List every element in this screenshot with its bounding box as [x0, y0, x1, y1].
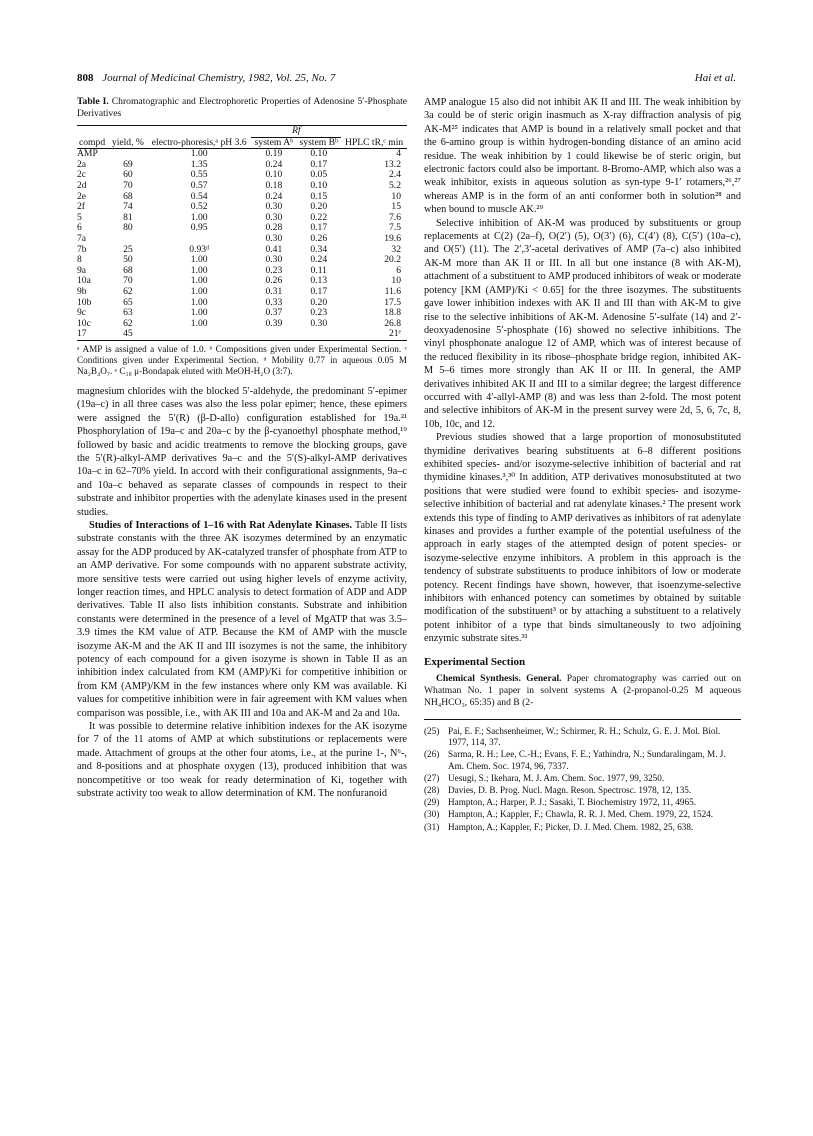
- table-cell: 2e: [77, 190, 87, 202]
- chemical-synthesis-paragraph: [424, 673, 741, 709]
- reference-number: (25): [424, 726, 440, 737]
- table-cell: [147, 329, 252, 340]
- table-cell: 0.54: [190, 190, 208, 202]
- left-paragraph-2: [77, 519, 407, 720]
- col-header-electrophoresis: electro-phoresis,ᵃ pH 3.6: [147, 137, 252, 149]
- table-cell: 26.8: [384, 317, 401, 329]
- table-cell: 1.00: [190, 296, 208, 308]
- table-cell: 0.11: [310, 264, 327, 276]
- table-cell: 0.30: [265, 232, 283, 244]
- table-cell: 8: [77, 254, 82, 266]
- experimental-section-heading: Experimental Section: [424, 655, 526, 668]
- table-cell: 0.24: [310, 254, 328, 266]
- table-cell: 0.30: [265, 254, 283, 266]
- table-cell: 45: [109, 329, 147, 340]
- table-row: [77, 234, 407, 245]
- table-label: Table I.: [77, 96, 109, 107]
- table-cell: 1.00: [190, 211, 208, 223]
- right-paragraph-3: Previous studies showed that a large proportion of monosubstituted thymidine derivatives bearing substituents at 6–8 different positions exhibited species- and/or isozyme-selective inhibition of bacterial and rat thymidine kinases.³,³⁰ In addition, ATP derivatives monosubstituted at two positions that were studied were found to exhibit species- and isozyme-selective inhibition of bacterial and rat adenylate kinases.² The present work extends this type of finding to AMP derivatives as inhibitors of rat adenylate kinases and provides a further example of the potential usefulness of the approach in early stages of the attempted design of potent species- or isozyme-selective enzyme inhibitors. A problem in this approach is the tendency of substrate substituents to produce inhibitors of low or moderate potency. Recent findings have shown, however, that isoenzyme-selective inhibitors with enhanced potency can sometimes by obtained by suitable modification of the substituent³ or by attaching a substituent to a relatively potent inhibitor of a type that binds simultaneously to two adjoining enzymic substrate sites.³¹: [424, 432, 741, 645]
- running-header: [77, 72, 736, 88]
- table-cell: 0.17: [310, 158, 328, 170]
- table-cell: 0.41: [265, 243, 283, 255]
- table-cell: AMP: [77, 148, 98, 160]
- reference-text: Hampton, A.; Kappler, F.; Chawla, R. R. J. Med. Chem. 1979, 22, 1524.: [448, 809, 714, 820]
- table-cell: 0.95: [190, 222, 208, 234]
- reference-number: (26): [424, 749, 440, 760]
- reference-item: [424, 822, 741, 833]
- reference-text: Hampton, A.; Kappler, F.; Picker, D. J. Med. Chem. 1982, 25, 638.: [448, 821, 694, 832]
- table-cell: 6: [396, 264, 401, 276]
- reference-text: Hampton, A.; Harper, P. J.; Sasaki, T. Biochemistry 1972, 11, 4965.: [448, 797, 697, 808]
- table-cell: 0.10: [310, 179, 328, 191]
- table-cell: 2f: [77, 201, 85, 213]
- table-cell: 0.15: [310, 190, 328, 202]
- table-cell: 0.39: [265, 317, 283, 329]
- reference-item: [424, 726, 741, 748]
- table-cell: 0.10: [265, 169, 283, 181]
- table-cell: 21ᵉ: [341, 329, 407, 340]
- table-cell: 0.93ᵈ: [189, 243, 210, 255]
- table-cell: 81: [123, 211, 133, 223]
- col-header-system-a: system Aᵇ: [251, 137, 296, 149]
- table-cell: 32: [391, 243, 401, 255]
- references-list: [424, 719, 741, 833]
- table-cell: 6: [77, 222, 82, 234]
- table-cell: 0.17: [310, 222, 328, 234]
- right-paragraph-1: AMP analogue 15 also did not inhibit AK II and III. The weak inhibition by 3a could be of steric origin inasmuch as X-ray diffraction analysis of pig AK-M²⁵ indicates that AMP is bound in a relatively small pocket and that the 6-amino group is within hydrogen-bonding distance of an amino acid residue. The weak inhibition by 1 could likewise be of steric origin, but electronic factors could also be important. 8-Bromo-AMP, which also was a weak inhibitor, exists in aqueous solution as syn-type 9-1′ rotamers,²⁶,²⁷ whereas AMP is in the form of an anti conformer both in solution²⁸ and when bound to muscle AK.²⁹: [424, 97, 741, 216]
- table-row: [77, 181, 407, 192]
- table-cell: 70: [123, 275, 133, 287]
- table-cell: 0.33: [265, 296, 283, 308]
- reference-item: [424, 785, 741, 796]
- table-cell: 2c: [77, 169, 87, 181]
- table-cell: 65: [123, 296, 133, 308]
- right-column: [424, 96, 741, 834]
- left-column: [77, 96, 407, 800]
- table-cell: 10a: [77, 275, 91, 287]
- page-number: 808: [77, 72, 94, 84]
- table-cell: 0.34: [310, 243, 328, 255]
- table-row: [77, 223, 407, 234]
- table-cell: 0.30: [265, 211, 283, 223]
- table-cell: 1.00: [190, 307, 208, 319]
- left-paragraph-3: It was possible to determine relative inhibition indexes for the AK isozyme for 7 of the 11 atoms of AMP at which substitutions or replacements were made. Attachment of groups at the other four atoms, i.e., at the purine 1-, N⁶-, and 8-positions and at phosphate oxygen (13), produced inhibition that was noncompetitive or too weak for ready determination of Ki, together with substrate activity too weak to allow determination of KM. The nonfuranoid: [77, 721, 407, 800]
- table-cell: 63: [123, 307, 133, 319]
- table-cell: 1.00: [190, 285, 208, 297]
- right-paragraph-2: Selective inhibition of AK-M was produced by substituents or group replacements at C(2) (2a–f), O(2′) (5), O(3′) (6), C(4′) (8), C(5′) (10a–c), and O(5′) (11). The 2′,3′-acetal derivatives of AMP (7a–c) also inhibited AK-M more than AK II or III. In all but one instance (8 with AK-M), attachment of a substituent to AMP produced inhibitors of weak or moderate potency [KM (AMP)/Ki < 0.65] for the three isozymes. The substituents gave lower inhibition indexes with AK II and III than with AK-M to give rise to the selective inhibitions of AK-M. Adenosine 5′-sulfate (14) and 2′-deoxyadenosine 5′-phosphate (16) showed no selective inhibitions. The vinyl phosphonate analogue 12 of AMP, which was of interest because of the reduced flexibility in its ribose–phosphate bridge region, inhibited AK-M 5–6 times more strongly than AK II or III. In general, the AMP derivatives inhibited AK II and III to a similar degree; the largest difference occurred with 4′-allyl-AMP (8) and was less than 2-fold. The most potent and selective inhibitors of AK-M in the present survey were 2d, 5, 6, 7c, 8, 10b, 10c, and 12.: [424, 217, 741, 430]
- table-chromatographic: [77, 125, 407, 341]
- table-cell: 0.20: [310, 296, 328, 308]
- table-cell: 0.19: [265, 148, 283, 160]
- reference-number: (28): [424, 785, 440, 796]
- table-cell: 0.24: [265, 190, 283, 202]
- reference-number: (31): [424, 821, 440, 832]
- reference-item: [424, 773, 741, 784]
- table-cell: 25: [123, 243, 133, 255]
- left-paragraph-2-text: Table II lists substrate constants with the three AK isozymes determined by an enzymatic assay for the ADP produced by AK-catalyzed transfer of phosphate from ATP to an AMP derivative. For some compounds with no apparent substrate activity, more sensitive tests were carried out using higher levels of enzyme activity, longer reaction times, and HPLC analysis to detect formation of ADP and ADP derivatives. Table II also lists inhibition constants. Substrate and inhibition constants were determined in the presence of a level of MgATP that was 3.5–3.9 times the KM value of ATP. Because the KM of AMP with the muscle isozyme AK-M and the AK II and III isozymes is not the same, the inhibitory potency of each compound for a given isozyme is shown in Table II as an inhibition index calculated from KM (AMP)/Ki for competitive inhibition or from KM (AMP)/KM in the few instances where only KM was available. Ki values for competitive inhibition were in fair agreement with KM values when comparison was possible, i.e., with AK III and 10a and AK-M and 2a and 10a.: [77, 519, 407, 719]
- table-cell: 5: [77, 211, 82, 223]
- table-cell: 4: [396, 148, 401, 160]
- table-cell: 7a: [77, 232, 87, 244]
- table-cell: 0.30: [265, 201, 283, 213]
- reference-item: [424, 749, 741, 771]
- left-paragraph-1: magnesium chlorides with the blocked 5′-aldehyde, the predominant 5′-epimer (19a–c) in all three cases was also the less polar epimer; hence, these epimers were assigned the 5′(R) (β-D-allo) configuration established for 19a.²¹ Phosphorylation of 19a–c and 20a–c by the β-cyanoethyl phosphate method,¹⁹ followed by basic and acidic treatments to remove the blocking groups, gave the 5′(R)-alkyl-AMP derivatives 9a–c and the 5′(S)-alkyl-AMP derivatives 10a–c in 62–70% yield. In accord with their configurational assignments, 9a–c and 10a–c behaved as separate classes of compounds in respect to their substrate and inhibitor properties with the adenylate kinases used in the present studies.: [77, 385, 407, 518]
- table-cell: 74: [123, 201, 133, 213]
- table-cell: 15: [391, 201, 401, 213]
- table-cell: 1.00: [190, 264, 208, 276]
- table-footnotes: ᵃ AMP is assigned a value of 1.0. ᵇ Compositions given under Experimental Section. ᶜ Conditions given under Experimental Section. ᵈ Mobility 0.77 in aqueous 0.05 M Na₂B₄O₇. ᵉ C₁₈ μ-Bondapak eluted with MeOH-H₂O (3:7).: [77, 343, 407, 376]
- col-header-compd: compd: [77, 137, 109, 149]
- table-row: [77, 287, 407, 298]
- table-cell: [296, 329, 341, 340]
- reference-number: (30): [424, 809, 440, 820]
- table-cell: 1.00: [190, 254, 208, 266]
- reference-number: (27): [424, 772, 440, 783]
- reference-item: [424, 797, 741, 808]
- chemical-synthesis-text: Paper chromatography was carried out on Whatman No. 1 paper in solvent systems A (2-propanol-0.25 M aqueous NH₄HCO₃, 65:35) and B (2-: [424, 673, 741, 709]
- table-caption: [77, 96, 407, 119]
- reference-text: Pai, E. F.; Sachsenheimer, W.; Schirmer, R. H.; Schulz, G. E. J. Mol. Biol. 1977, 114, 37.: [448, 726, 721, 748]
- table-cell: 20.2: [384, 254, 401, 266]
- reference-number: (29): [424, 797, 440, 808]
- table-row: [77, 329, 407, 340]
- running-authors: Hai et al.: [694, 72, 736, 84]
- col-header-yield: yield, %: [109, 137, 147, 149]
- table-cell: [109, 234, 147, 245]
- table-cell: [251, 329, 296, 340]
- table-cell: 68: [123, 264, 133, 276]
- table-cell: 19.6: [384, 232, 401, 244]
- table-cell: 50: [123, 254, 133, 266]
- table-body: [77, 149, 407, 341]
- col-header-system-b: system Bᵇ: [296, 137, 341, 149]
- table-cell: 1.00: [190, 317, 208, 329]
- table-cell: 17: [77, 329, 109, 340]
- table-cell: 1.00: [190, 275, 208, 287]
- table-cell: 13.2: [384, 158, 401, 170]
- table-cell: 0.55: [190, 169, 208, 181]
- table-cell: 10: [391, 275, 401, 287]
- table-cell: 18.8: [384, 307, 401, 319]
- table-cell: 62: [123, 285, 133, 297]
- table-cell: 17.5: [384, 296, 401, 308]
- table-cell: 60: [123, 169, 133, 181]
- table-cell: 5.2: [389, 179, 401, 191]
- col-header-hplc: HPLC tR,ᶜ min: [341, 137, 407, 149]
- table-cell: 0.22: [310, 211, 328, 223]
- table-cell: 0.23: [265, 264, 283, 276]
- table-cell: 0.30: [310, 317, 328, 329]
- table-cell: 9b: [77, 285, 87, 297]
- table-cell: 0.28: [265, 222, 283, 234]
- table-cell: 0.37: [265, 307, 283, 319]
- table-cell: 62: [123, 317, 133, 329]
- table-cell: [147, 234, 252, 245]
- table-cell: 70: [123, 179, 133, 191]
- table-cell: 0.23: [310, 307, 328, 319]
- table-cell: 0.05: [310, 169, 328, 181]
- table-cell: 0.10: [310, 148, 328, 160]
- table-cell: 11.6: [384, 285, 401, 297]
- table-cell: 10c: [77, 317, 91, 329]
- reference-text: Sarma, R. H.; Lee, C.-H.; Evans, F. E.; Yathindra, N.; Sundaralingam, M. J. Am. Chem. Soc. 1974, 96, 7337.: [448, 749, 726, 771]
- table-cell: 10b: [77, 296, 92, 308]
- table-cell: 1.00: [190, 148, 208, 160]
- table-cell: 7b: [77, 243, 87, 255]
- table-cell: 0.26: [265, 275, 283, 287]
- rf-header: Rf: [251, 126, 341, 138]
- table-cell: 0.26: [310, 232, 328, 244]
- table-cell: 2.4: [389, 169, 401, 181]
- reference-item: [424, 809, 741, 820]
- table-cell: 0.52: [190, 201, 208, 213]
- table-cell: 1.35: [190, 158, 208, 170]
- table-cell: 10: [391, 190, 401, 202]
- chemical-synthesis-runin: Chemical Synthesis. General.: [436, 673, 562, 685]
- table-cell: 9a: [77, 264, 87, 276]
- table-cell: 0.18: [265, 179, 283, 191]
- table-cell: 69: [123, 158, 133, 170]
- table-cell: 0.13: [310, 275, 328, 287]
- journal-citation: Journal of Medicinal Chemistry, 1982, Vol. 25, No. 7: [102, 72, 336, 84]
- table-cell: 0.20: [310, 201, 328, 213]
- table-caption-text: Chromatographic and Electrophoretic Properties of Adenosine 5′-Phosphate Derivatives: [77, 96, 407, 119]
- table-cell: 7.6: [389, 211, 401, 223]
- table-cell: 2d: [77, 179, 87, 191]
- table-cell: 7.5: [389, 222, 401, 234]
- table-cell: 0.57: [190, 179, 208, 191]
- table-cell: 0.31: [265, 285, 283, 297]
- reference-text: Davies, D. B. Prog. Nucl. Magn. Reson. Spectrosc. 1978, 12, 135.: [448, 785, 692, 796]
- table-cell: 80: [123, 222, 133, 234]
- table-cell: 68: [123, 190, 133, 202]
- reference-text: Uesugi, S.; Ikehara, M. J. Am. Chem. Soc. 1977, 99, 3250.: [448, 772, 665, 783]
- table-cell: 2a: [77, 158, 87, 170]
- table-cell: 9c: [77, 307, 87, 319]
- table-cell: 0.24: [265, 158, 283, 170]
- section-runin-heading: Studies of Interactions of 1–16 with Rat Adenylate Kinases.: [89, 519, 353, 531]
- table-cell: 0.17: [310, 285, 328, 297]
